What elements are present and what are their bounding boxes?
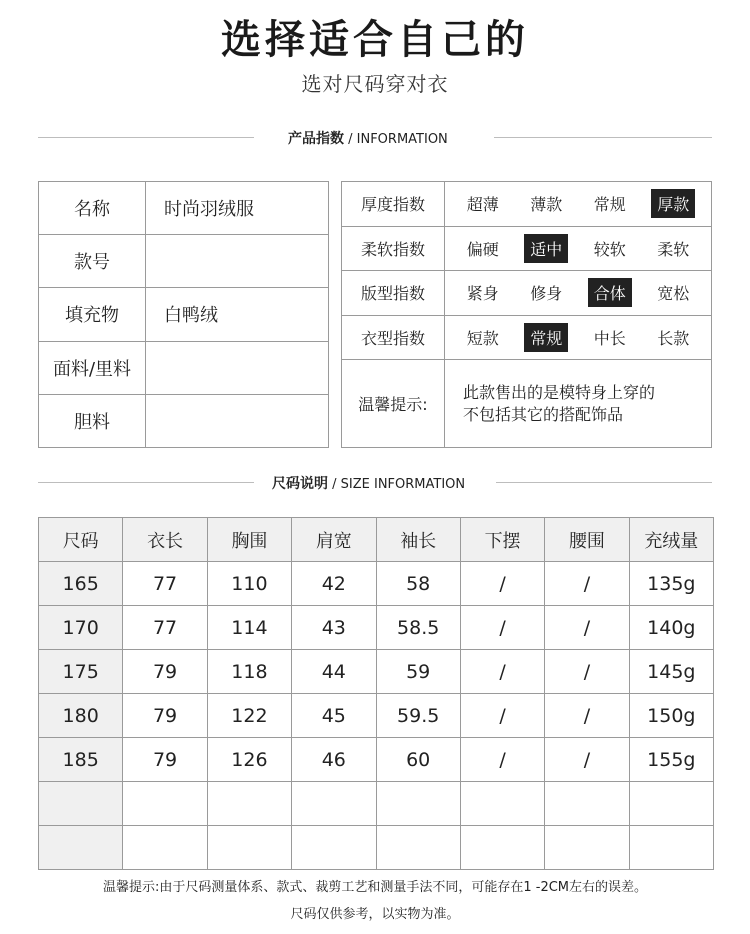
page-title: 选择适合自己的 [221, 17, 529, 63]
index-options [445, 226, 712, 271]
tip-label: 温馨提示: [342, 360, 445, 448]
table-cell: 59.5 [376, 694, 460, 738]
table-row [39, 826, 714, 870]
info-value [146, 394, 329, 447]
info-value: 时尚羽绒服 [146, 182, 329, 235]
info-value [146, 235, 329, 288]
table-cell: 42 [292, 562, 376, 606]
table-cell [545, 826, 629, 870]
table-cell: / [460, 738, 544, 782]
table-cell: / [545, 694, 629, 738]
index-option-selected: 厚款 [651, 189, 695, 218]
tip-text [445, 360, 712, 448]
option-group [445, 189, 711, 218]
table-cell: 175 [39, 650, 123, 694]
table-row [39, 782, 714, 826]
table-cell: 77 [123, 606, 207, 650]
index-option: 宽松 [657, 284, 690, 304]
table-cell: 155g [629, 738, 713, 782]
table-cell [207, 782, 291, 826]
table-cell [39, 826, 123, 870]
footer-note: 温馨提示:由于尺码测量体系、款式、裁剪工艺和测量手法不同，可能存在1 -2CM左右的误差。 [102, 880, 648, 895]
table-cell: 77 [123, 562, 207, 606]
table-cell: / [545, 650, 629, 694]
product-index-table [341, 181, 712, 448]
table-cell: / [460, 650, 544, 694]
column-header: 衣长 [123, 518, 207, 562]
table-cell: / [545, 606, 629, 650]
column-header: 袖长 [376, 518, 460, 562]
column-header: 尺码 [39, 518, 123, 562]
index-option: 薄款 [530, 195, 563, 215]
section-heading-size [272, 473, 465, 493]
table-row [39, 738, 714, 782]
table-cell [460, 826, 544, 870]
info-key: 面料/里料 [39, 341, 146, 394]
index-options [445, 182, 712, 227]
table-cell: 46 [292, 738, 376, 782]
index-option-selected: 适中 [524, 234, 568, 263]
table-cell [292, 782, 376, 826]
column-header: 充绒量 [629, 518, 713, 562]
table-cell [460, 782, 544, 826]
size-table-header [39, 518, 714, 562]
table-cell: 58 [376, 562, 460, 606]
info-key: 名称 [39, 182, 146, 235]
page-subtitle: 选对尺码穿对衣 [301, 72, 449, 96]
table-row [39, 650, 714, 694]
table-cell: 44 [292, 650, 376, 694]
table-cell: 165 [39, 562, 123, 606]
tip-line: 此款售出的是模特身上穿的 [463, 382, 656, 402]
info-row [39, 182, 329, 235]
info-key: 款号 [39, 235, 146, 288]
index-options [445, 271, 712, 316]
table-cell [629, 782, 713, 826]
info-row [39, 288, 329, 341]
table-cell: 58.5 [376, 606, 460, 650]
divider [38, 137, 254, 138]
table-cell: 140g [629, 606, 713, 650]
table-cell [292, 826, 376, 870]
table-cell: / [460, 694, 544, 738]
info-key: 胆料 [39, 394, 146, 447]
table-cell: 180 [39, 694, 123, 738]
table-cell: / [545, 562, 629, 606]
index-key: 柔软指数 [342, 226, 445, 271]
divider [494, 137, 712, 138]
option-group [445, 234, 711, 263]
table-cell: / [545, 738, 629, 782]
info-value: 白鸭绒 [146, 288, 329, 341]
table-cell: 185 [39, 738, 123, 782]
index-option: 紧身 [466, 284, 499, 304]
column-header: 胸围 [207, 518, 291, 562]
divider [38, 482, 254, 483]
table-cell: 79 [123, 738, 207, 782]
table-cell: 170 [39, 606, 123, 650]
table-cell: 79 [123, 650, 207, 694]
index-row [342, 182, 712, 227]
tip-row [342, 360, 712, 448]
info-row [39, 341, 329, 394]
table-cell: 59 [376, 650, 460, 694]
info-row [39, 235, 329, 288]
index-key: 厚度指数 [342, 182, 445, 227]
table-cell [39, 782, 123, 826]
column-header: 下摆 [460, 518, 544, 562]
section-heading-product [288, 128, 448, 148]
column-header: 腰围 [545, 518, 629, 562]
option-group [445, 278, 711, 307]
table-cell: 60 [376, 738, 460, 782]
index-option: 超薄 [466, 195, 499, 215]
table-cell [629, 826, 713, 870]
column-header: 肩宽 [292, 518, 376, 562]
info-key: 填充物 [39, 288, 146, 341]
section-heading-en: / SIZE INFORMATION [328, 477, 466, 492]
index-option: 长款 [657, 328, 690, 348]
table-cell: 114 [207, 606, 291, 650]
divider [496, 482, 712, 483]
table-cell: 45 [292, 694, 376, 738]
section-heading-en: / INFORMATION [344, 132, 448, 147]
table-cell: / [460, 562, 544, 606]
table-cell: 135g [629, 562, 713, 606]
index-row [342, 271, 712, 316]
table-cell: 43 [292, 606, 376, 650]
table-cell [123, 826, 207, 870]
index-key: 衣型指数 [342, 315, 445, 360]
table-row [39, 694, 714, 738]
table-cell: 145g [629, 650, 713, 694]
index-row [342, 226, 712, 271]
table-cell: 110 [207, 562, 291, 606]
index-option-selected: 常规 [524, 323, 568, 352]
info-value [146, 341, 329, 394]
footer-note-2: 尺码仅供参考，以实物为准。 [290, 907, 460, 922]
table-cell [123, 782, 207, 826]
index-row [342, 315, 712, 360]
table-row [39, 562, 714, 606]
table-row [39, 606, 714, 650]
table-cell: 150g [629, 694, 713, 738]
table-cell: 126 [207, 738, 291, 782]
index-option: 常规 [593, 195, 626, 215]
index-option: 偏硬 [466, 239, 499, 259]
index-key: 版型指数 [342, 271, 445, 316]
table-cell: 122 [207, 694, 291, 738]
table-cell: 118 [207, 650, 291, 694]
table-cell [376, 826, 460, 870]
index-option: 短款 [466, 328, 499, 348]
index-options [445, 315, 712, 360]
table-cell: 79 [123, 694, 207, 738]
size-table [38, 517, 714, 870]
index-option: 中长 [593, 328, 626, 348]
section-heading-cn: 产品指数 [288, 131, 344, 147]
table-cell [376, 782, 460, 826]
info-row [39, 394, 329, 447]
index-option: 柔软 [657, 239, 690, 259]
tip-line: 不包括其它的搭配饰品 [463, 404, 624, 424]
table-cell [207, 826, 291, 870]
option-group [445, 323, 711, 352]
index-option-selected: 合体 [588, 278, 632, 307]
index-option: 修身 [530, 284, 563, 304]
section-heading-cn: 尺码说明 [272, 476, 328, 492]
product-info-table [38, 181, 329, 448]
table-cell: / [460, 606, 544, 650]
index-option: 较软 [593, 239, 626, 259]
table-cell [545, 782, 629, 826]
